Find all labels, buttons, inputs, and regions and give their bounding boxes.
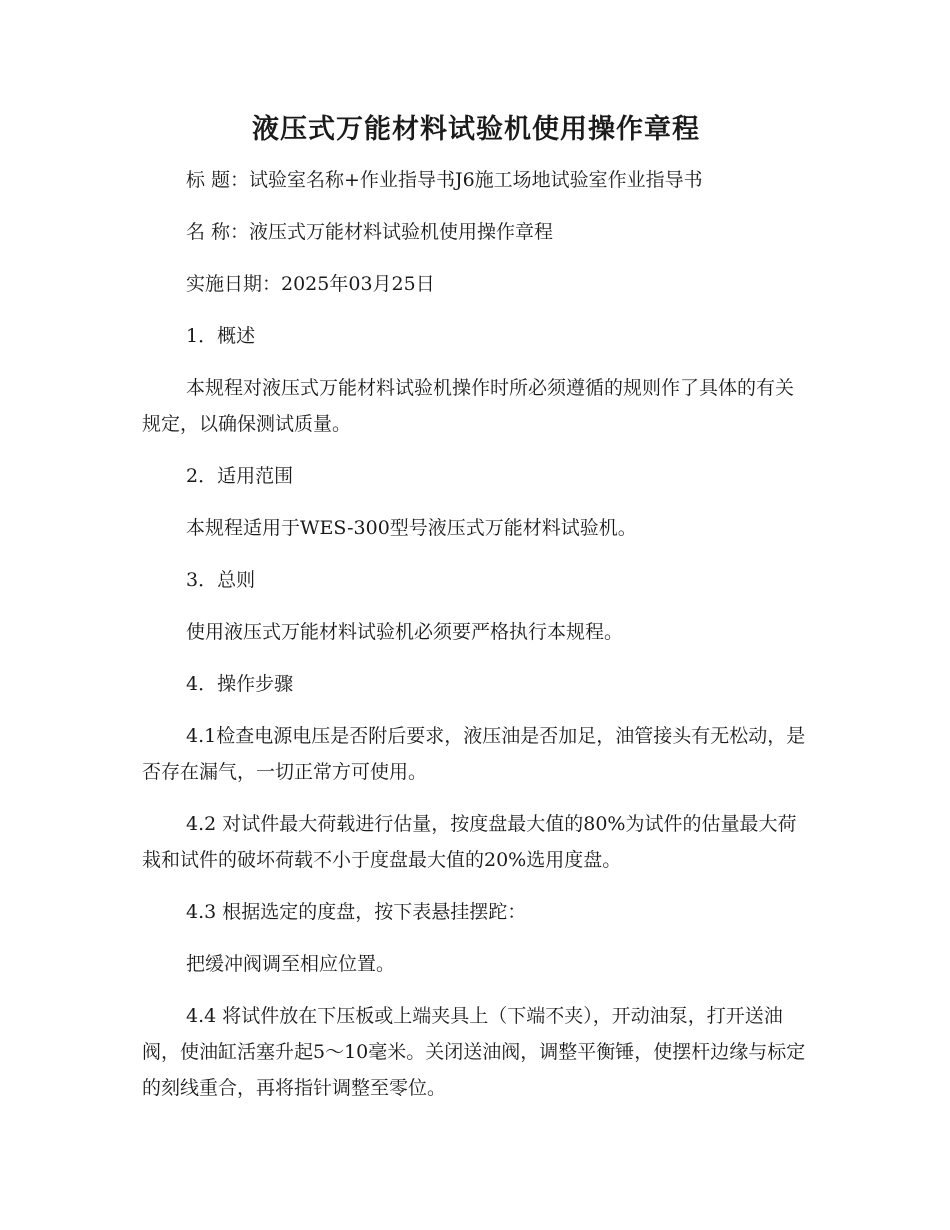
document-page: [142, 108, 810, 1122]
section-heading-scope: 2．适用范围: [186, 465, 294, 487]
procedure-step-4-3-note: 把缓冲阀调至相应位置。: [186, 953, 396, 975]
procedure-step-4-1: 4.1检查电源电压是否附后要求，液压油是否加足，油管接头有无松动，是否存在漏气，一切正常方可使用。: [142, 725, 806, 783]
document-title: 液压式万能材料试验机使用操作章程: [252, 114, 700, 145]
section-heading-overview: 1．概述: [186, 325, 256, 347]
procedure-step-4-4: 4.4 将试件放在下压板或上端夹具上（下端不夹），开动油泵，打开送油阀，使油缸活塞升起5～10毫米。关闭送油阀，调整平衡锤，使摆杆边缘与标定的刻线重合，再将指针调整至零位。: [142, 1005, 806, 1099]
section-heading-procedure: 4．操作步骤: [186, 673, 294, 695]
procedure-step-4-3: 4.3 根据选定的度盘，按下表悬挂摆跎：: [186, 901, 527, 923]
procedure-step-4-2: 4.2 对试件最大荷载进行估量，按度盘最大值的80%为试件的估量最大荷栽和试件的破坏荷载不小于度盘最大值的20%选用度盘。: [142, 813, 797, 871]
section-body-scope: 本规程适用于WES-300型号液压式万能材料试验机。: [186, 517, 637, 539]
section-heading-general: 3．总则: [186, 569, 256, 591]
meta-name: 名 称：液压式万能材料试验机使用操作章程: [186, 221, 554, 243]
meta-date: 实施日期：2025年03月25日: [186, 273, 435, 295]
section-body-overview: 本规程对液压式万能材料试验机操作时所必须遵循的规则作了具体的有关规定，以确保测试质量。: [142, 377, 795, 435]
meta-subject: 标 题：试验室名称+作业指导书J6施工场地试验室作业指导书: [186, 169, 703, 191]
section-body-general: 使用液压式万能材料试验机必须要严格执行本规程。: [186, 621, 624, 643]
